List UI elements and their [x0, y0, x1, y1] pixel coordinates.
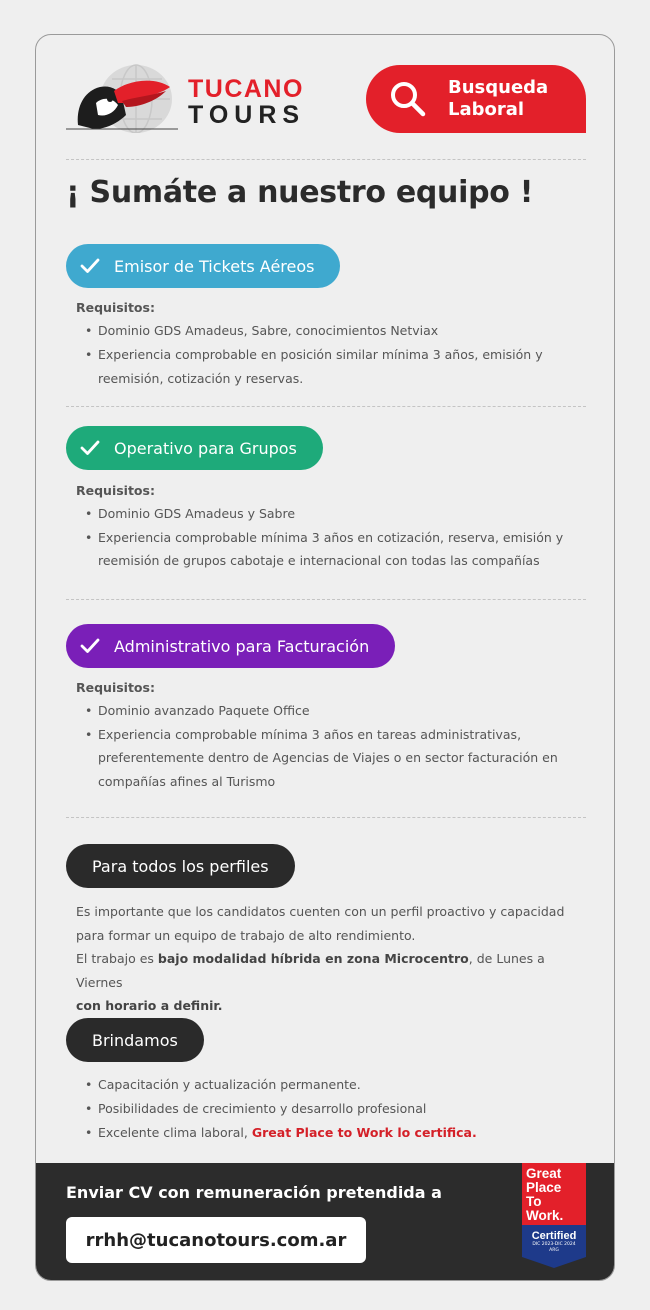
list-item: • Dominio avanzado Paquete Office — [76, 699, 576, 723]
list-item-continuation: reemisión de grupos cabotaje e internacional con todas las compañías — [98, 553, 540, 568]
list-item-continuation: compañías afines al Turismo — [98, 774, 276, 789]
section-pill-all-profiles — [66, 844, 295, 888]
brand-name-line2: TOURS — [188, 101, 306, 129]
search-icon — [388, 79, 428, 119]
check-icon — [80, 439, 100, 457]
job-title: Emisor de Tickets Aéreos — [114, 256, 315, 276]
divider — [66, 599, 586, 600]
toucan-globe-icon — [66, 63, 178, 133]
list-item: • Experiencia comprobable mínima 3 años en cotización, reserva, emisión y — [76, 526, 576, 550]
list-item: • Dominio GDS Amadeus y Sabre — [76, 502, 576, 526]
brand-name-line1: TUCANO — [188, 75, 304, 103]
list-item: • Experiencia comprobable en posición similar mínima 3 años, emisión y — [76, 343, 576, 367]
requirements-list — [76, 699, 576, 747]
search-button-label-line1: Busqueda — [448, 77, 549, 98]
all-profiles-text: Es importante que los candidatos cuenten con un perfil proactivo y capacidad para formar un equipo de trabajo de alto rendimiento. El trabajo es bajo modalidad híbrida en zona Microcentro, de Lunes a Viernes con horario a definir. — [76, 904, 565, 1013]
requirements-list — [76, 502, 576, 550]
list-item: • Capacitación y actualización permanente. — [76, 1073, 576, 1097]
list-item-continuation: reemisión, cotización y reservas. — [98, 371, 304, 386]
email-link[interactable]: rrhh@tucanotours.com.ar — [66, 1217, 366, 1263]
footer-text: Enviar CV con remuneración pretendida a — [66, 1183, 442, 1202]
requirements-label: Requisitos: — [76, 483, 155, 498]
great-place-link[interactable]: Great Place to Work lo certifica. — [251, 1125, 477, 1140]
section-title: Para todos los perfiles — [92, 856, 269, 876]
page-title: ¡ Sumáte a nuestro equipo ! — [66, 175, 534, 210]
divider — [66, 406, 586, 407]
list-item: • Posibilidades de crecimiento y desarrollo profesional — [76, 1097, 576, 1121]
list-item: • Dominio GDS Amadeus, Sabre, conocimientos Netviax — [76, 319, 576, 343]
job-title: Operativo para Grupos — [114, 438, 297, 458]
divider — [66, 159, 586, 160]
list-item-continuation: preferentemente dentro de Agencias de Viajes o en sector facturación en — [98, 750, 558, 765]
section-title: Brindamos — [92, 1030, 178, 1050]
footer — [36, 1163, 615, 1281]
list-item: • Experiencia comprobable mínima 3 años en tareas administrativas, — [76, 723, 576, 747]
job-pill-ticket-issuer[interactable] — [66, 244, 340, 288]
job-title: Administrativo para Facturación — [114, 636, 370, 656]
job-pill-billing-admin[interactable] — [66, 624, 395, 668]
brand-logo[interactable] — [66, 63, 316, 133]
requirements-label: Requisitos: — [76, 680, 155, 695]
job-card — [35, 34, 615, 1281]
requirements-list — [76, 319, 576, 367]
divider — [66, 817, 586, 818]
requirements-label: Requisitos: — [76, 300, 155, 315]
search-button-label-line2: Laboral — [448, 99, 525, 120]
great-place-to-work-badge: Great Place To Work. Certified DIC 2023-DIC 2024 ARG — [522, 1163, 586, 1268]
benefits-list — [76, 1073, 576, 1145]
section-pill-benefits — [66, 1018, 204, 1062]
job-search-button[interactable] — [366, 65, 586, 133]
check-icon — [80, 637, 100, 655]
list-item: • Excelente clima laboral, Great Place to Work lo certifica. — [76, 1121, 576, 1145]
check-icon — [80, 257, 100, 275]
job-pill-group-operator[interactable] — [66, 426, 323, 470]
